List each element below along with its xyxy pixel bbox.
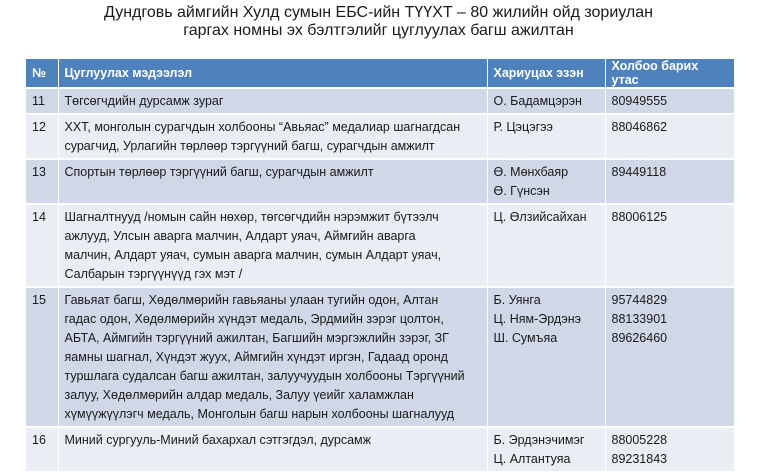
info-text: гадас одон, Хөдөлмөрийн хүндэт медаль, Эрдмийн зэрэг цолтон,	[64, 312, 444, 326]
row-number: 13	[26, 159, 58, 204]
phone-number: 89231843	[611, 452, 668, 466]
header-responsible: Хариуцах эзэн	[487, 59, 605, 88]
table-row	[26, 204, 734, 287]
row-number: 16	[26, 427, 58, 472]
info-text: туршлага судалсан багш ажилтан, залуучуудын холбооны Тэргүүний	[64, 369, 465, 383]
responsible-name: О. Бадамцэрэн	[493, 94, 582, 108]
cell-phone	[605, 204, 734, 287]
header-info: Цуглуулах мэдээлэл	[58, 59, 487, 88]
table-row	[26, 427, 734, 472]
info-text: хүмүүжүүлэгч медаль, Монголын багш нарын холбооны шагналууд	[64, 407, 455, 421]
info-text: Миний сургууль-Миний бахархал сэтгэгдэл, дурсамж	[64, 433, 372, 447]
table-header-row	[26, 59, 734, 88]
cell-phone	[605, 114, 734, 159]
cell-responsible	[487, 114, 605, 159]
cell-info	[58, 427, 487, 472]
cell-info	[58, 159, 487, 204]
phone-number: 89626460	[611, 331, 668, 345]
row-number: 15	[26, 287, 58, 427]
info-text: Шагналтнууд /номын сайн нөхөр, төгсөгчдийн нэрэмжит бүтээлч	[64, 210, 439, 224]
table-body	[26, 88, 734, 472]
cell-responsible	[487, 427, 605, 472]
responsible-name: Б. Эрдэнэчимэг	[493, 433, 585, 447]
table-row	[26, 159, 734, 204]
cell-info	[58, 287, 487, 427]
phone-number: 88006125	[611, 210, 668, 224]
row-number: 11	[26, 88, 58, 114]
responsible-name: Ө. Мөнхбаяр	[493, 165, 569, 179]
phone-number: 88005228	[611, 433, 668, 447]
table-row	[26, 287, 734, 427]
responsible-name: Б. Уянга	[493, 293, 541, 307]
phone-number: 88046862	[611, 120, 668, 134]
info-text: яамны шагнал, Хүндэт жуух, Аймгийн хүндэт иргэн, Гадаад оронд	[64, 350, 448, 364]
cell-info	[58, 88, 487, 114]
cell-phone	[605, 287, 734, 427]
info-text: Салбарын тэргүүнүүд гэх мэт /	[64, 267, 243, 281]
cell-responsible	[487, 88, 605, 114]
info-text: АБТА, Аймгийн тэргүүний ажилтан, Багшийн мэргэжлийн зэрэг, ЗГ	[64, 331, 449, 345]
document-title	[0, 4, 757, 40]
cell-phone	[605, 88, 734, 114]
info-text: Гавьяат багш, Хөдөлмөрийн гавьяаны улаан тугийн одон, Алтан	[64, 293, 439, 307]
cell-phone	[605, 427, 734, 472]
info-text: сурагчид, Урлагийн төрлөөр тэргүүний багш, сурагчдын амжилт	[64, 139, 435, 153]
info-table	[26, 59, 734, 473]
cell-responsible	[487, 287, 605, 427]
info-text: Спортын төрлөөр тэргүүний багш, сурагчдын амжилт	[64, 165, 374, 179]
row-number: 12	[26, 114, 58, 159]
info-text: малчин, Алдарт уяач, сумын аварга малчин, сумын Алдарт уяач,	[64, 248, 442, 262]
title-line-1: Дундговь аймгийн Хулд сумын ЕБС-ийн ТҮҮХТ – 80 жилийн ойд зориулан	[104, 4, 653, 21]
responsible-name: Ө. Гүнсэн	[493, 184, 550, 198]
responsible-name: Ц. Өлзийсайхан	[493, 210, 587, 224]
info-text: ХХТ, монголын сурагчдын холбооны “Авьяас” медалиар шагнагдсан	[64, 120, 461, 134]
header-phone: Холбоо барих утас	[605, 59, 734, 88]
cell-phone	[605, 159, 734, 204]
responsible-name: Р. Цэцэгээ	[493, 120, 553, 134]
phone-number: 89449118	[611, 165, 667, 179]
info-text: Төгсөгчдийн дурсамж зураг	[64, 94, 224, 108]
info-text: ажлууд, Улсын аварга малчин, Алдарт уяач, Аймгийн аварга	[64, 229, 416, 243]
cell-responsible	[487, 204, 605, 287]
responsible-name: Ц. Ням-Эрдэнэ	[493, 312, 581, 326]
table-row	[26, 88, 734, 114]
phone-number: 95744829	[611, 293, 668, 307]
cell-info	[58, 114, 487, 159]
table-row	[26, 114, 734, 159]
phone-number: 80949555	[611, 94, 668, 108]
phone-number: 88133901	[611, 312, 668, 326]
responsible-name: Ц. Алтантуяа	[493, 452, 571, 466]
info-text: залуу, Хөдөлмөрийн алдар медаль, Залуу үеийг халамжлан	[64, 388, 414, 402]
title-line-2: гаргах номны эх бэлтгэлийг цуглуулах багш ажилтан	[183, 22, 574, 39]
header-no: №	[26, 59, 58, 88]
responsible-name: Ш. Сумъяа	[493, 331, 558, 345]
cell-responsible	[487, 159, 605, 204]
row-number: 14	[26, 204, 58, 287]
cell-info	[58, 204, 487, 287]
